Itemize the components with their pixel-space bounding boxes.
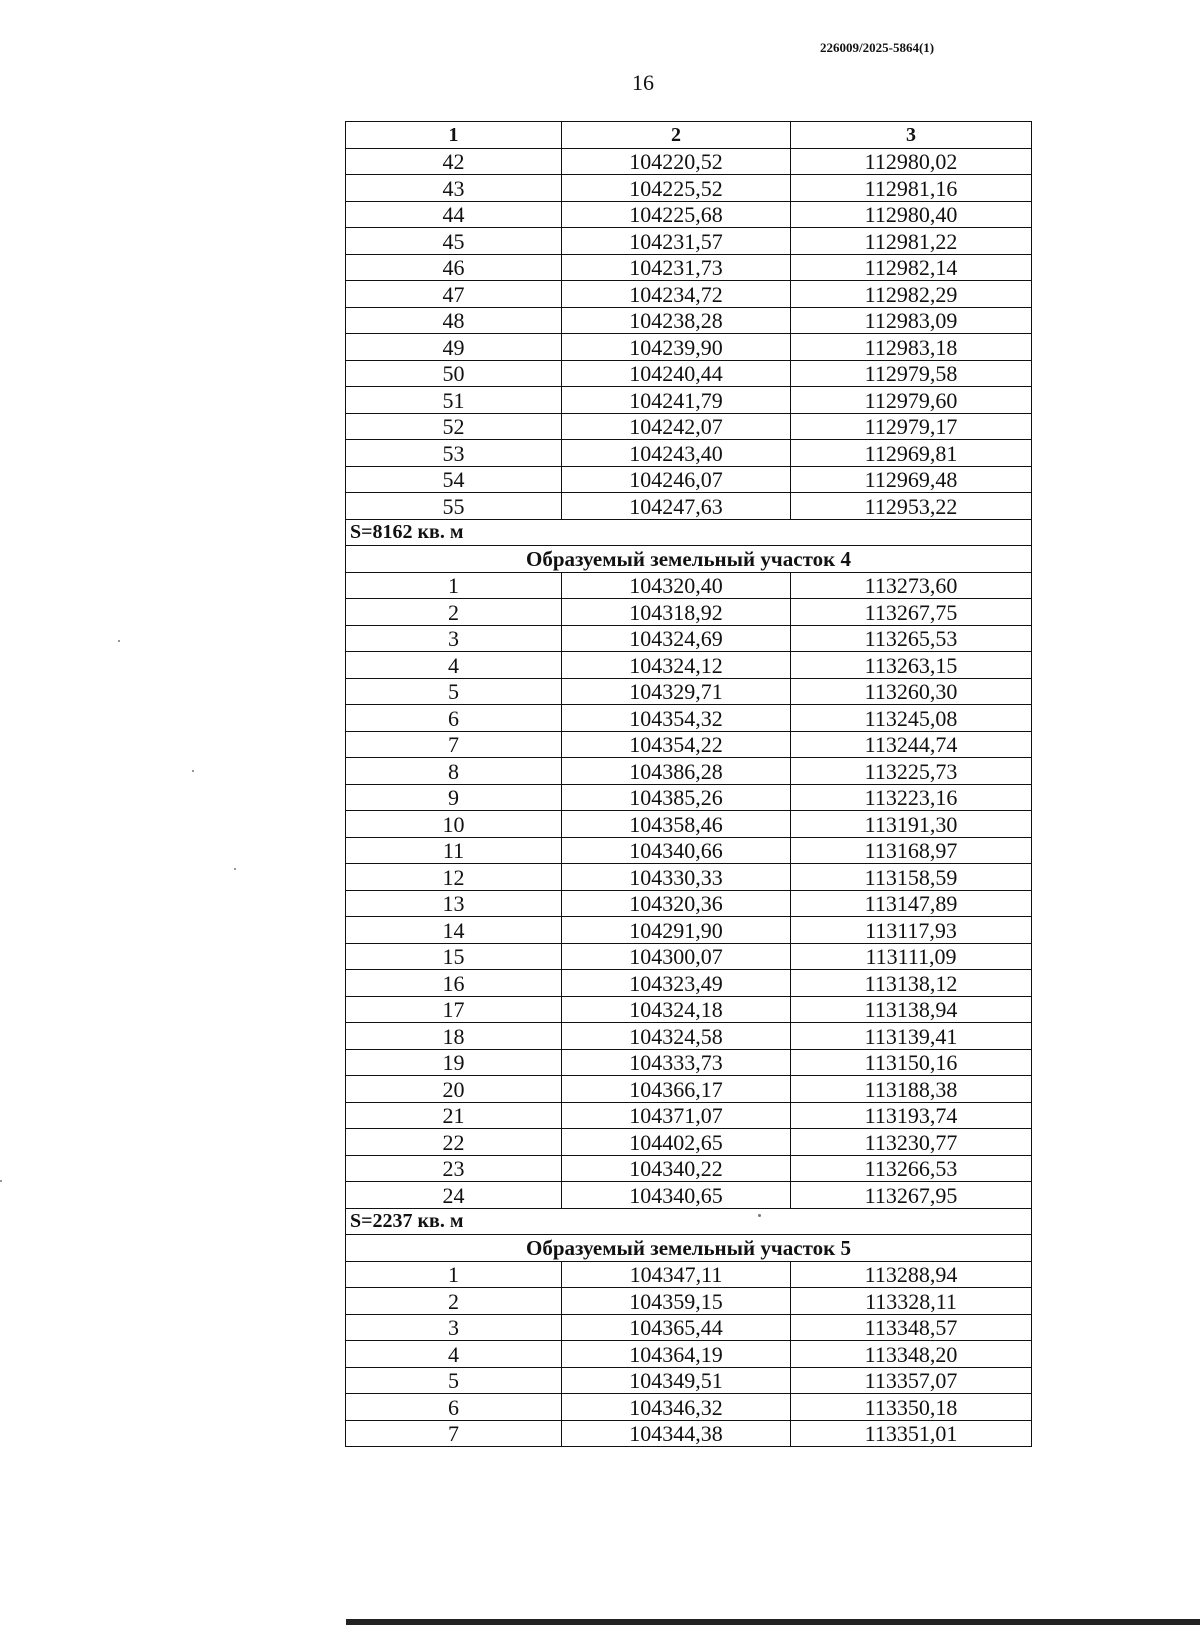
document-id: 226009/2025-5864(1) bbox=[820, 40, 935, 55]
x-coordinate-cell: 104354,22 bbox=[562, 731, 791, 758]
y-coordinate-cell: 113351,01 bbox=[791, 1420, 1032, 1447]
y-coordinate-cell: 113138,12 bbox=[791, 970, 1032, 997]
y-coordinate-cell: 112981,16 bbox=[791, 175, 1032, 202]
point-number-cell: 7 bbox=[346, 1420, 562, 1447]
y-coordinate-cell: 112982,29 bbox=[791, 281, 1032, 308]
x-coordinate-cell: 104340,22 bbox=[562, 1155, 791, 1182]
x-coordinate-cell: 104386,28 bbox=[562, 758, 791, 785]
x-coordinate-cell: 104366,17 bbox=[562, 1076, 791, 1103]
point-number-cell: 10 bbox=[346, 811, 562, 838]
table-row bbox=[346, 784, 1032, 811]
point-number-cell: 23 bbox=[346, 1155, 562, 1182]
scan-speck bbox=[192, 770, 194, 772]
table-row bbox=[346, 1049, 1032, 1076]
point-number-cell: 51 bbox=[346, 387, 562, 414]
y-coordinate-cell: 113273,60 bbox=[791, 572, 1032, 599]
x-coordinate-cell: 104243,40 bbox=[562, 440, 791, 467]
x-coordinate-cell: 104324,58 bbox=[562, 1023, 791, 1050]
scan-speck bbox=[118, 640, 120, 642]
table-row bbox=[346, 175, 1032, 202]
table-row bbox=[346, 307, 1032, 334]
scan-speck bbox=[234, 868, 236, 870]
x-coordinate-cell: 104247,63 bbox=[562, 493, 791, 520]
table-row bbox=[346, 1129, 1032, 1156]
point-number-cell: 18 bbox=[346, 1023, 562, 1050]
point-number-cell: 20 bbox=[346, 1076, 562, 1103]
y-coordinate-cell: 113193,74 bbox=[791, 1102, 1032, 1129]
y-coordinate-cell: 113328,11 bbox=[791, 1288, 1032, 1315]
y-coordinate-cell: 112981,22 bbox=[791, 228, 1032, 255]
y-coordinate-cell: 113245,08 bbox=[791, 705, 1032, 732]
x-coordinate-cell: 104349,51 bbox=[562, 1367, 791, 1394]
point-number-cell: 45 bbox=[346, 228, 562, 255]
y-coordinate-cell: 113158,59 bbox=[791, 864, 1032, 891]
section-title-row bbox=[346, 1235, 1032, 1262]
y-coordinate-cell: 113244,74 bbox=[791, 731, 1032, 758]
table-row bbox=[346, 678, 1032, 705]
x-coordinate-cell: 104242,07 bbox=[562, 413, 791, 440]
x-coordinate-cell: 104346,32 bbox=[562, 1394, 791, 1421]
table-row bbox=[346, 917, 1032, 944]
column-header: 2 bbox=[562, 122, 791, 149]
point-number-cell: 24 bbox=[346, 1182, 562, 1209]
area-row bbox=[346, 1208, 1032, 1235]
coordinates-table-body bbox=[346, 122, 1032, 1447]
table-row bbox=[346, 1420, 1032, 1447]
table-row bbox=[346, 148, 1032, 175]
y-coordinate-cell: 113265,53 bbox=[791, 625, 1032, 652]
x-coordinate-cell: 104220,52 bbox=[562, 148, 791, 175]
scan-speck bbox=[758, 1214, 761, 1217]
table-row bbox=[346, 970, 1032, 997]
table-row bbox=[346, 1023, 1032, 1050]
x-coordinate-cell: 104318,92 bbox=[562, 599, 791, 626]
x-coordinate-cell: 104324,18 bbox=[562, 996, 791, 1023]
x-coordinate-cell: 104323,49 bbox=[562, 970, 791, 997]
y-coordinate-cell: 113266,53 bbox=[791, 1155, 1032, 1182]
x-coordinate-cell: 104225,68 bbox=[562, 201, 791, 228]
y-coordinate-cell: 112969,48 bbox=[791, 466, 1032, 493]
table-row bbox=[346, 837, 1032, 864]
x-coordinate-cell: 104340,66 bbox=[562, 837, 791, 864]
y-coordinate-cell: 113348,20 bbox=[791, 1341, 1032, 1368]
point-number-cell: 6 bbox=[346, 705, 562, 732]
point-number-cell: 21 bbox=[346, 1102, 562, 1129]
y-coordinate-cell: 112979,58 bbox=[791, 360, 1032, 387]
y-coordinate-cell: 112983,18 bbox=[791, 334, 1032, 361]
point-number-cell: 1 bbox=[346, 572, 562, 599]
x-coordinate-cell: 104365,44 bbox=[562, 1314, 791, 1341]
scan-edge-line bbox=[346, 1619, 1200, 1625]
y-coordinate-cell: 113348,57 bbox=[791, 1314, 1032, 1341]
table-row bbox=[346, 943, 1032, 970]
table-row bbox=[346, 228, 1032, 255]
table-row bbox=[346, 811, 1032, 838]
x-coordinate-cell: 104234,72 bbox=[562, 281, 791, 308]
x-coordinate-cell: 104320,36 bbox=[562, 890, 791, 917]
point-number-cell: 43 bbox=[346, 175, 562, 202]
table-row bbox=[346, 1367, 1032, 1394]
point-number-cell: 14 bbox=[346, 917, 562, 944]
x-coordinate-cell: 104225,52 bbox=[562, 175, 791, 202]
x-coordinate-cell: 104358,46 bbox=[562, 811, 791, 838]
y-coordinate-cell: 113117,93 bbox=[791, 917, 1032, 944]
x-coordinate-cell: 104238,28 bbox=[562, 307, 791, 334]
x-coordinate-cell: 104291,90 bbox=[562, 917, 791, 944]
x-coordinate-cell: 104333,73 bbox=[562, 1049, 791, 1076]
table-row bbox=[346, 1076, 1032, 1103]
section-title: Образуемый земельный участок 4 bbox=[346, 546, 1032, 573]
table-row bbox=[346, 201, 1032, 228]
column-header: 1 bbox=[346, 122, 562, 149]
x-coordinate-cell: 104246,07 bbox=[562, 466, 791, 493]
point-number-cell: 9 bbox=[346, 784, 562, 811]
point-number-cell: 8 bbox=[346, 758, 562, 785]
point-number-cell: 15 bbox=[346, 943, 562, 970]
y-coordinate-cell: 113150,16 bbox=[791, 1049, 1032, 1076]
x-coordinate-cell: 104241,79 bbox=[562, 387, 791, 414]
area-label: S=8162 кв. м bbox=[346, 519, 1032, 546]
x-coordinate-cell: 104239,90 bbox=[562, 334, 791, 361]
column-header: 3 bbox=[791, 122, 1032, 149]
x-coordinate-cell: 104300,07 bbox=[562, 943, 791, 970]
point-number-cell: 46 bbox=[346, 254, 562, 281]
point-number-cell: 17 bbox=[346, 996, 562, 1023]
table-row bbox=[346, 413, 1032, 440]
table-header-row bbox=[346, 122, 1032, 149]
x-coordinate-cell: 104344,38 bbox=[562, 1420, 791, 1447]
point-number-cell: 4 bbox=[346, 652, 562, 679]
scan-speck bbox=[0, 1180, 2, 1182]
y-coordinate-cell: 113357,07 bbox=[791, 1367, 1032, 1394]
point-number-cell: 44 bbox=[346, 201, 562, 228]
point-number-cell: 5 bbox=[346, 678, 562, 705]
y-coordinate-cell: 113191,30 bbox=[791, 811, 1032, 838]
table-row bbox=[346, 493, 1032, 520]
point-number-cell: 13 bbox=[346, 890, 562, 917]
point-number-cell: 2 bbox=[346, 599, 562, 626]
table-row bbox=[346, 334, 1032, 361]
table-row bbox=[346, 625, 1032, 652]
y-coordinate-cell: 113230,77 bbox=[791, 1129, 1032, 1156]
table-row bbox=[346, 890, 1032, 917]
x-coordinate-cell: 104347,11 bbox=[562, 1261, 791, 1288]
table-row bbox=[346, 1314, 1032, 1341]
y-coordinate-cell: 113288,94 bbox=[791, 1261, 1032, 1288]
y-coordinate-cell: 112980,02 bbox=[791, 148, 1032, 175]
point-number-cell: 12 bbox=[346, 864, 562, 891]
y-coordinate-cell: 113139,41 bbox=[791, 1023, 1032, 1050]
y-coordinate-cell: 112982,14 bbox=[791, 254, 1032, 281]
x-coordinate-cell: 104240,44 bbox=[562, 360, 791, 387]
table-row bbox=[346, 440, 1032, 467]
page-number: 16 bbox=[632, 70, 654, 95]
y-coordinate-cell: 113168,97 bbox=[791, 837, 1032, 864]
y-coordinate-cell: 113147,89 bbox=[791, 890, 1032, 917]
table-row bbox=[346, 387, 1032, 414]
y-coordinate-cell: 113267,95 bbox=[791, 1182, 1032, 1209]
x-coordinate-cell: 104329,71 bbox=[562, 678, 791, 705]
x-coordinate-cell: 104324,69 bbox=[562, 625, 791, 652]
x-coordinate-cell: 104324,12 bbox=[562, 652, 791, 679]
table-row bbox=[346, 731, 1032, 758]
x-coordinate-cell: 104340,65 bbox=[562, 1182, 791, 1209]
y-coordinate-cell: 112979,17 bbox=[791, 413, 1032, 440]
table-row bbox=[346, 652, 1032, 679]
point-number-cell: 3 bbox=[346, 625, 562, 652]
table-row bbox=[346, 996, 1032, 1023]
y-coordinate-cell: 112969,81 bbox=[791, 440, 1032, 467]
x-coordinate-cell: 104402,65 bbox=[562, 1129, 791, 1156]
x-coordinate-cell: 104385,26 bbox=[562, 784, 791, 811]
table-row bbox=[346, 1102, 1032, 1129]
point-number-cell: 49 bbox=[346, 334, 562, 361]
point-number-cell: 11 bbox=[346, 837, 562, 864]
table-row bbox=[346, 281, 1032, 308]
table-row bbox=[346, 1155, 1032, 1182]
table-row bbox=[346, 1394, 1032, 1421]
point-number-cell: 47 bbox=[346, 281, 562, 308]
x-coordinate-cell: 104231,57 bbox=[562, 228, 791, 255]
y-coordinate-cell: 113263,15 bbox=[791, 652, 1032, 679]
table-row bbox=[346, 572, 1032, 599]
table-row bbox=[346, 864, 1032, 891]
y-coordinate-cell: 112979,60 bbox=[791, 387, 1032, 414]
point-number-cell: 2 bbox=[346, 1288, 562, 1315]
section-title-row bbox=[346, 546, 1032, 573]
y-coordinate-cell: 113188,38 bbox=[791, 1076, 1032, 1103]
y-coordinate-cell: 113138,94 bbox=[791, 996, 1032, 1023]
point-number-cell: 55 bbox=[346, 493, 562, 520]
point-number-cell: 1 bbox=[346, 1261, 562, 1288]
table-row bbox=[346, 254, 1032, 281]
y-coordinate-cell: 113111,09 bbox=[791, 943, 1032, 970]
table-row bbox=[346, 466, 1032, 493]
point-number-cell: 6 bbox=[346, 1394, 562, 1421]
point-number-cell: 42 bbox=[346, 148, 562, 175]
table-row bbox=[346, 1341, 1032, 1368]
point-number-cell: 52 bbox=[346, 413, 562, 440]
x-coordinate-cell: 104320,40 bbox=[562, 572, 791, 599]
point-number-cell: 22 bbox=[346, 1129, 562, 1156]
x-coordinate-cell: 104354,32 bbox=[562, 705, 791, 732]
coordinates-table bbox=[345, 121, 1032, 1447]
point-number-cell: 4 bbox=[346, 1341, 562, 1368]
y-coordinate-cell: 112983,09 bbox=[791, 307, 1032, 334]
y-coordinate-cell: 113350,18 bbox=[791, 1394, 1032, 1421]
point-number-cell: 54 bbox=[346, 466, 562, 493]
area-row bbox=[346, 519, 1032, 546]
y-coordinate-cell: 112980,40 bbox=[791, 201, 1032, 228]
y-coordinate-cell: 112953,22 bbox=[791, 493, 1032, 520]
y-coordinate-cell: 113260,30 bbox=[791, 678, 1032, 705]
section-title: Образуемый земельный участок 5 bbox=[346, 1235, 1032, 1262]
table-row bbox=[346, 705, 1032, 732]
table-row bbox=[346, 1288, 1032, 1315]
x-coordinate-cell: 104371,07 bbox=[562, 1102, 791, 1129]
table-row bbox=[346, 1182, 1032, 1209]
area-label: S=2237 кв. м bbox=[346, 1208, 1032, 1235]
point-number-cell: 3 bbox=[346, 1314, 562, 1341]
table-row bbox=[346, 360, 1032, 387]
x-coordinate-cell: 104364,19 bbox=[562, 1341, 791, 1368]
point-number-cell: 16 bbox=[346, 970, 562, 997]
point-number-cell: 53 bbox=[346, 440, 562, 467]
point-number-cell: 19 bbox=[346, 1049, 562, 1076]
point-number-cell: 5 bbox=[346, 1367, 562, 1394]
point-number-cell: 48 bbox=[346, 307, 562, 334]
table-row bbox=[346, 599, 1032, 626]
x-coordinate-cell: 104231,73 bbox=[562, 254, 791, 281]
y-coordinate-cell: 113225,73 bbox=[791, 758, 1032, 785]
table-row bbox=[346, 1261, 1032, 1288]
x-coordinate-cell: 104359,15 bbox=[562, 1288, 791, 1315]
x-coordinate-cell: 104330,33 bbox=[562, 864, 791, 891]
table-row bbox=[346, 758, 1032, 785]
y-coordinate-cell: 113223,16 bbox=[791, 784, 1032, 811]
point-number-cell: 50 bbox=[346, 360, 562, 387]
y-coordinate-cell: 113267,75 bbox=[791, 599, 1032, 626]
point-number-cell: 7 bbox=[346, 731, 562, 758]
